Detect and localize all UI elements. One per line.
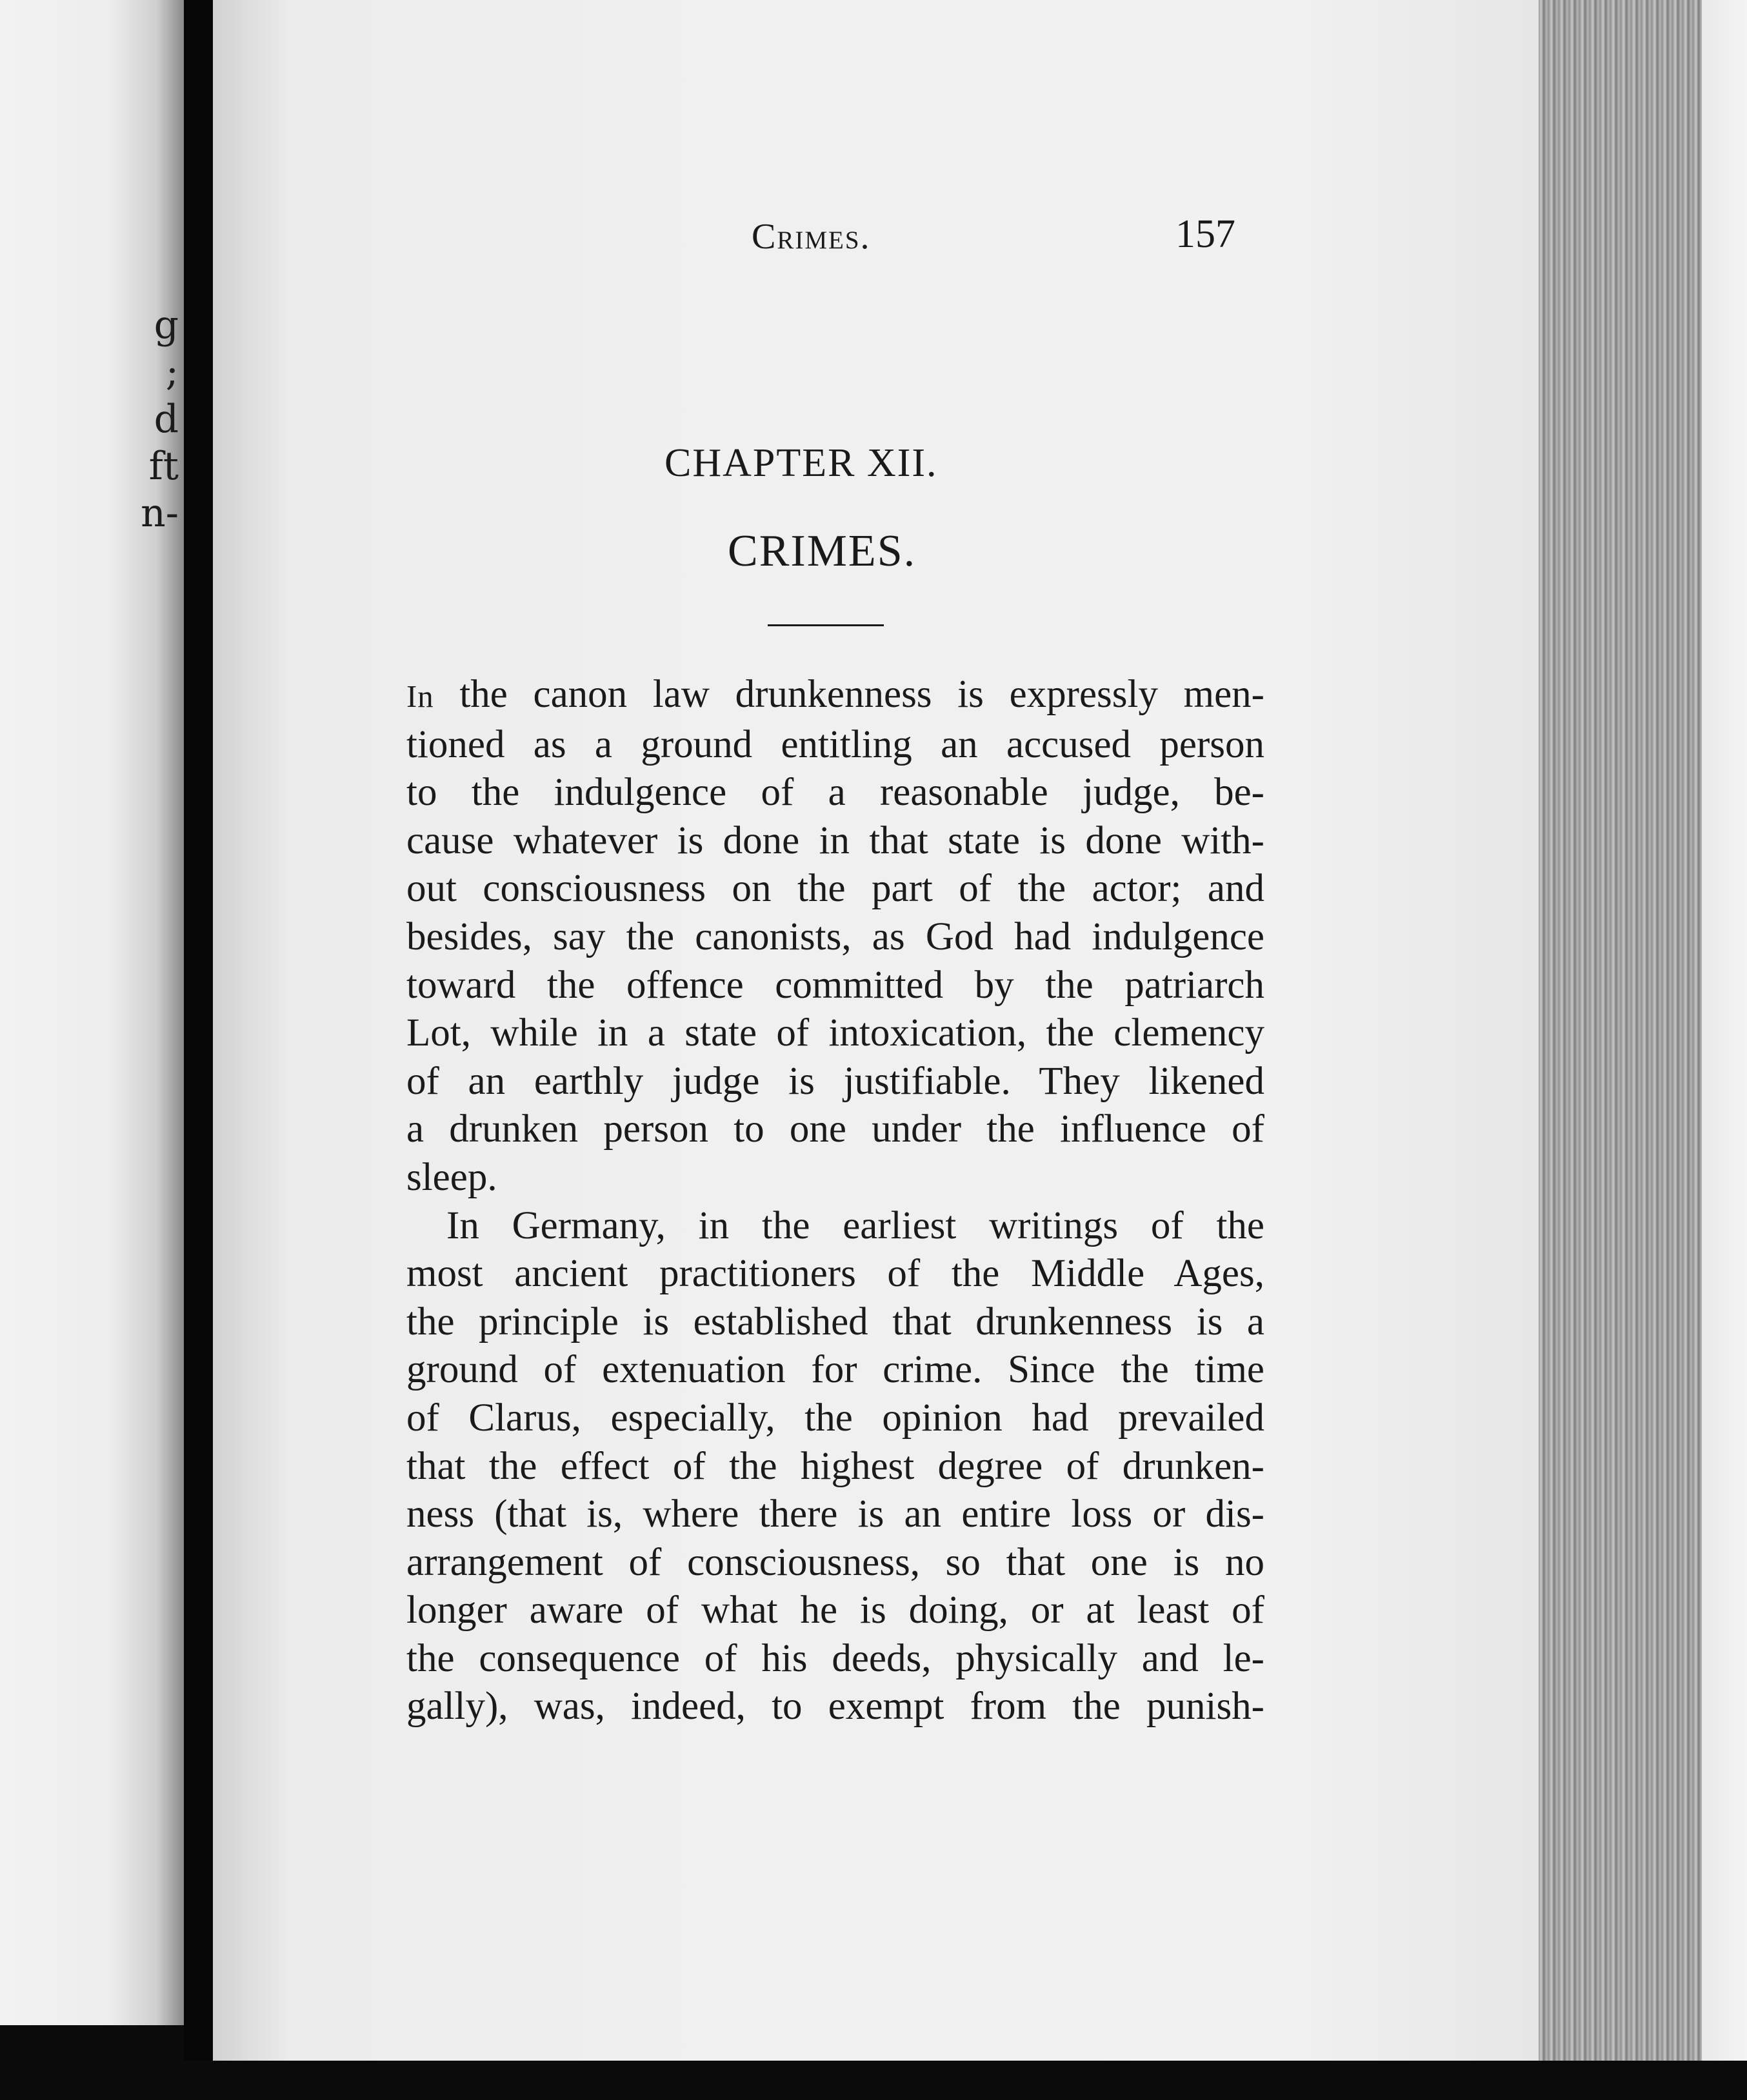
paragraph-line: out consciousness on the part of the actor; and	[406, 867, 1264, 911]
paragraph-line: cause whatever is done in that state is done with-	[406, 818, 1264, 862]
paragraph-line: gally), was, indeed, to exempt from the punish-	[406, 1685, 1264, 1729]
paragraph-line: Lot, while in a state of intoxication, the clemency	[406, 1011, 1264, 1055]
paragraph-line: ground of extenuation for crime. Since the time	[406, 1348, 1264, 1392]
previous-page-text-fragments	[141, 302, 179, 537]
paragraph-line: arrangement of consciousness, so that one is no	[406, 1540, 1264, 1584]
fragment-line: n-	[141, 491, 179, 536]
paragraph-line: tioned as a ground entitling an accused person	[406, 722, 1264, 766]
chapter-title: CRIMES.	[728, 526, 917, 576]
paragraph-line: besides, say the canonists, as God had indulgence	[406, 915, 1264, 958]
paragraph-line: toward the offence committed by the patriarch	[406, 963, 1264, 1007]
page-edges-stack	[1539, 0, 1747, 2061]
paragraph-line: sleep.	[406, 1155, 497, 1199]
paragraph-line: the principle is established that drunkenness is a	[406, 1300, 1264, 1343]
paragraph-line: most ancient practitioners of the Middle Ages,	[406, 1252, 1264, 1296]
previous-page-edge	[0, 0, 184, 2025]
body-text	[406, 671, 1264, 1731]
fragment-line: d	[154, 397, 179, 442]
paragraph-line: In Germany, in the earliest writings of the	[446, 1204, 1264, 1247]
fragment-line: ft	[148, 444, 179, 489]
paragraph-line: to the indulgence of a reasonable judge, be-	[406, 771, 1264, 815]
paragraph-line: that the effect of the highest degree of drunken-	[406, 1444, 1264, 1488]
paragraph-line: In the canon law drunkenness is expressly men-	[406, 673, 1264, 716]
running-head: Crimes.	[752, 217, 871, 257]
paragraph-line: of an earthly judge is justifiable. They likened	[406, 1059, 1264, 1103]
scan-border	[0, 2061, 1747, 2100]
book-gutter	[184, 0, 213, 2100]
title-rule	[768, 624, 884, 626]
paragraph-line: ness (that is, where there is an entire loss or dis-	[406, 1492, 1264, 1536]
chapter-label: CHAPTER XII.	[664, 441, 938, 485]
paragraph-line: a drunken person to one under the influence of	[406, 1107, 1264, 1151]
page-number: 157	[1175, 212, 1235, 256]
fragment-line: ;	[165, 350, 179, 395]
paragraph-line: longer aware of what he is doing, or at least of	[406, 1589, 1264, 1632]
drop-cap: In	[406, 679, 434, 714]
fragment-line: g	[154, 302, 179, 348]
paragraph-line: of Clarus, especially, the opinion had prevailed	[406, 1396, 1264, 1440]
paragraph-line: the consequence of his deeds, physically and le-	[406, 1636, 1264, 1680]
